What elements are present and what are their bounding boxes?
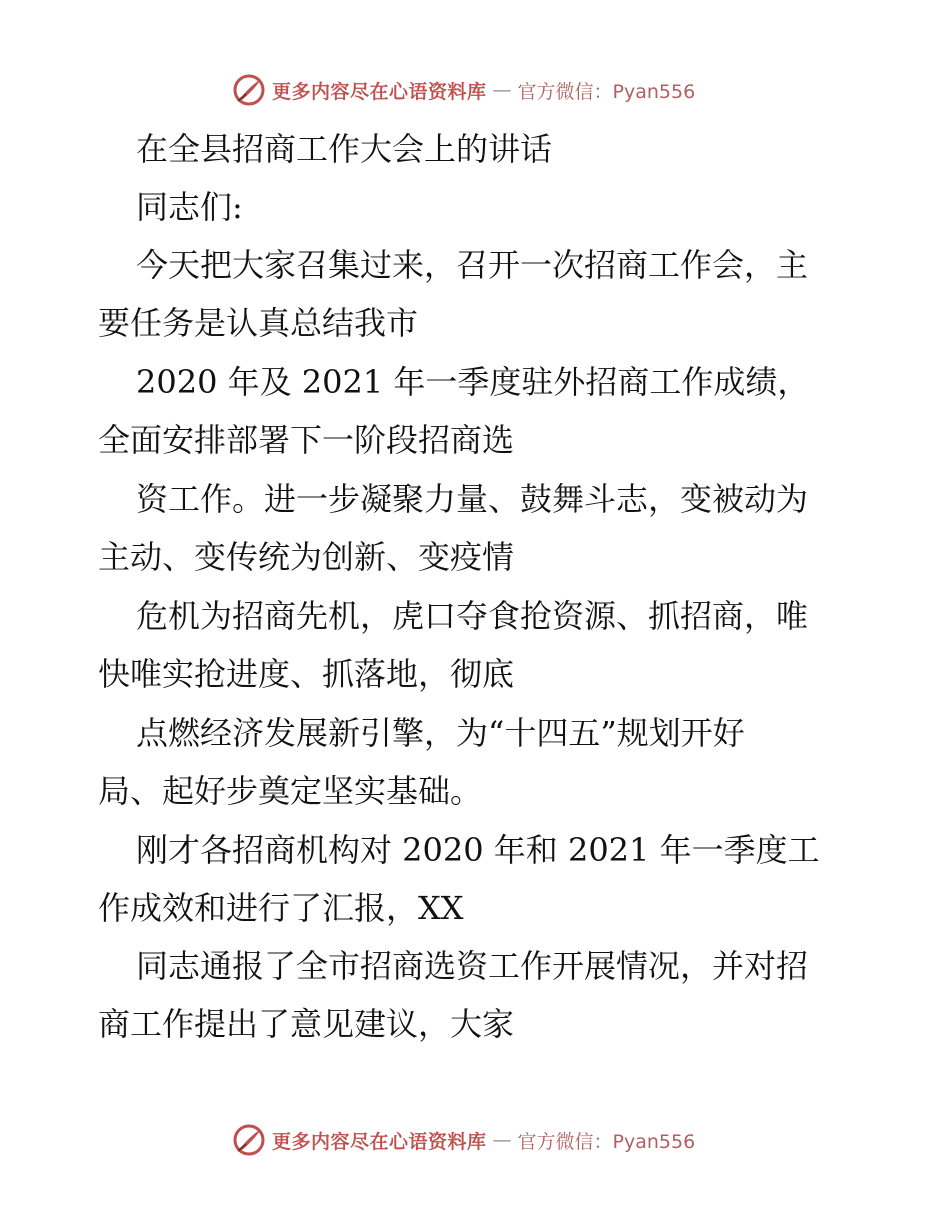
speech-title: 在全县招商工作大会上的讲话 (136, 130, 553, 168)
paragraph-line: 2020 年及 2021 年一季度驻外招商工作成绩， (136, 363, 810, 401)
watermark-contact: 官方微信：Pyan556 (517, 80, 696, 103)
watermark-separator: — (492, 1129, 512, 1151)
paragraph-line: 要任务是认真总结我市 (98, 304, 419, 342)
salutation: 同志们: (136, 188, 243, 226)
paragraph-line: 全面安排部署下一阶段招商选 (98, 421, 515, 459)
feather-logo-icon (232, 73, 266, 107)
paragraph-line: 局、起好步奠定坚实基础。 (98, 772, 483, 810)
paragraph-line: 同志通报了全市招商选资工作开展情况，并对招 (136, 947, 809, 985)
paragraph-line: 刚才各招商机构对 2020 年和 2021 年一季度工 (136, 831, 820, 869)
watermark-contact: 官方微信：Pyan556 (517, 1130, 696, 1153)
header-watermark (232, 72, 695, 108)
paragraph-line: 今天把大家召集过来，召开一次招商工作会，主 (136, 246, 809, 284)
feather-logo-icon (232, 1123, 266, 1157)
paragraph-line: 商工作提出了意见建议，大家 (98, 1005, 515, 1043)
paragraph-line: 危机为招商先机，虎口夺食抢资源、抓招商，唯 (136, 597, 809, 635)
paragraph-line: 资工作。进一步凝聚力量、鼓舞斗志，变被动为 (136, 480, 809, 518)
watermark-main-text: 更多内容尽在心语资料库 (272, 80, 487, 103)
paragraph-line: 点燃经济发展新引擎，为“十四五”规划开好 (136, 714, 745, 752)
watermark-separator: — (492, 79, 512, 101)
paragraph-line: 主动、变传统为创新、变疫情 (98, 538, 515, 576)
paragraph-line: 作成效和进行了汇报，XX (98, 889, 464, 927)
watermark-main-text: 更多内容尽在心语资料库 (272, 1130, 487, 1153)
paragraph-line: 快唯实抢进度、抓落地，彻底 (98, 655, 515, 693)
footer-watermark (232, 1122, 695, 1158)
